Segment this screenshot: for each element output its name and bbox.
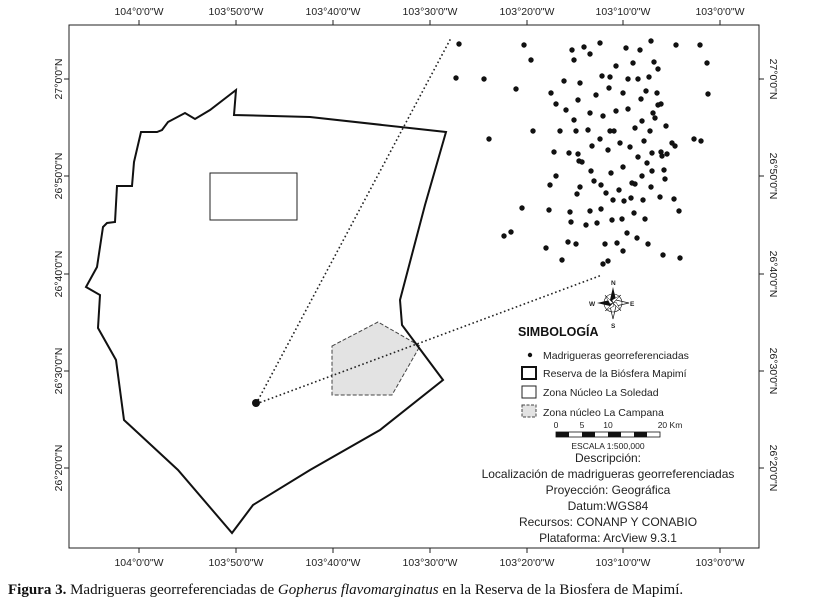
scale-bar <box>554 420 683 451</box>
burrow-point <box>663 123 668 128</box>
lat-label-left: 26°30'0"N <box>53 347 65 395</box>
caption-label: Figura 3. <box>8 582 67 598</box>
compass-s: S <box>611 323 616 330</box>
caption-text: Madrigueras georreferenciadas de <box>66 582 278 598</box>
burrow-point <box>519 205 524 210</box>
burrow-point <box>625 76 630 81</box>
burrow-point <box>652 115 657 120</box>
compass-w: W <box>589 301 596 308</box>
burrow-point <box>567 209 572 214</box>
legend-reserve-icon <box>522 367 536 379</box>
burrow-point <box>676 208 681 213</box>
burrow-point <box>614 240 619 245</box>
burrow-point <box>620 248 625 253</box>
burrow-point <box>587 208 592 213</box>
compass-n: N <box>611 280 616 287</box>
burrow-point <box>577 80 582 85</box>
burrow-point <box>566 150 571 155</box>
burrow-point <box>563 107 568 112</box>
lon-label-top: 103°50'0"W <box>208 6 264 18</box>
burrow-point <box>602 241 607 246</box>
burrow-point <box>600 261 605 266</box>
burrow-point <box>593 92 598 97</box>
burrow-point <box>597 40 602 45</box>
burrow-point <box>575 97 580 102</box>
burrow-point <box>648 38 653 43</box>
burrow-point <box>620 164 625 169</box>
lon-label-bottom: 103°20'0"W <box>499 557 555 569</box>
burrow-point <box>569 47 574 52</box>
burrow-point <box>521 42 526 47</box>
burrow-point <box>643 88 648 93</box>
lon-label-top: 103°10'0"W <box>595 6 651 18</box>
burrow-point <box>548 90 553 95</box>
scale-tick-label: 5 <box>579 420 585 430</box>
burrow-point <box>616 187 621 192</box>
legend-item-label: Madrigueras georreferenciadas <box>543 350 689 362</box>
caption-text-end: en la Reserva de la Biosfera de Mapimí. <box>438 582 684 598</box>
burrow-point <box>546 207 551 212</box>
burrow-point <box>649 150 654 155</box>
inset-leader-line <box>256 275 602 404</box>
burrow-points <box>453 38 710 266</box>
burrow-point <box>661 167 666 172</box>
burrow-point <box>559 257 564 262</box>
lon-label-bottom: 103°10'0"W <box>595 557 651 569</box>
scale-tick-label: 0 <box>553 420 559 430</box>
burrow-point <box>621 198 626 203</box>
burrow-point <box>603 190 608 195</box>
burrow-point <box>642 216 647 221</box>
burrow-point <box>647 128 652 133</box>
burrow-point <box>704 60 709 65</box>
compass-rose-icon <box>589 280 635 330</box>
caption-species: Gopherus flavomarginatus <box>277 582 439 598</box>
burrow-point <box>640 197 645 202</box>
legend-soledad-icon <box>522 386 536 398</box>
burrow-point <box>583 222 588 227</box>
lon-label-top: 103°40'0"W <box>305 6 361 18</box>
burrow-point <box>600 113 605 118</box>
burrow-point <box>571 117 576 122</box>
burrow-point <box>613 63 618 68</box>
burrow-point <box>565 239 570 244</box>
burrow-point <box>644 160 649 165</box>
burrow-point <box>551 149 556 154</box>
burrow-point <box>594 220 599 225</box>
burrow-point <box>607 74 612 79</box>
burrow-point <box>630 60 635 65</box>
lon-label-bottom: 103°40'0"W <box>305 557 361 569</box>
burrow-point <box>635 154 640 159</box>
burrow-point <box>606 85 611 90</box>
burrow-point <box>571 57 576 62</box>
scale-tick-label: 10 <box>603 420 613 430</box>
burrow-point <box>646 74 651 79</box>
burrow-point <box>553 101 558 106</box>
burrow-point <box>574 191 579 196</box>
burrow-point <box>705 91 710 96</box>
lat-label-right: 26°20'0"N <box>767 444 779 492</box>
burrow-point <box>659 153 664 158</box>
compass-e: E <box>630 301 635 308</box>
lat-label-left: 27°0'0"N <box>53 58 65 100</box>
burrow-point <box>623 45 628 50</box>
lat-label-right: 26°40'0"N <box>767 250 779 298</box>
burrow-point <box>632 181 637 186</box>
burrow-point <box>634 235 639 240</box>
burrow-point <box>610 197 615 202</box>
lon-label-top: 104°0'0"W <box>114 6 164 18</box>
burrow-point <box>528 57 533 62</box>
lat-label-right: 26°50'0"N <box>767 152 779 200</box>
burrow-point <box>598 206 603 211</box>
burrow-point <box>613 108 618 113</box>
legend-dot-icon <box>528 353 532 357</box>
burrow-point <box>585 127 590 132</box>
burrow-point <box>598 182 603 187</box>
burrow-point <box>662 176 667 181</box>
lon-label-bottom: 103°0'0"W <box>695 557 745 569</box>
burrow-point <box>508 229 513 234</box>
burrow-point <box>654 90 659 95</box>
burrow-point <box>605 147 610 152</box>
burrow-point <box>641 138 646 143</box>
burrow-point <box>577 184 582 189</box>
burrow-point <box>625 106 630 111</box>
burrow-point <box>561 78 566 83</box>
burrow-point <box>513 86 518 91</box>
description-line: Localización de madrigueras georreferenciadas <box>481 467 735 481</box>
burrow-point <box>547 182 552 187</box>
scale-tick-label: 20 Km <box>657 420 683 430</box>
burrow-point <box>588 168 593 173</box>
burrow-point <box>697 42 702 47</box>
burrow-point <box>557 128 562 133</box>
burrow-point <box>658 101 663 106</box>
burrow-point <box>579 159 584 164</box>
legend-title: SIMBOLOGÍA <box>518 325 599 339</box>
description-line: Datum:WGS84 <box>567 499 649 513</box>
burrow-point <box>619 216 624 221</box>
burrow-point <box>530 128 535 133</box>
burrow-point <box>645 241 650 246</box>
legend-campana-icon <box>522 405 536 417</box>
burrow-point <box>664 151 669 156</box>
burrow-point <box>671 196 676 201</box>
description-heading: Descripción: <box>574 451 642 465</box>
burrow-point <box>660 252 665 257</box>
burrow-point <box>617 140 622 145</box>
lon-label-top: 103°30'0"W <box>402 6 458 18</box>
burrow-point <box>698 138 703 143</box>
burrow-point <box>608 170 613 175</box>
lat-label-right: 27°0'0"N <box>767 58 779 100</box>
burrow-point <box>597 136 602 141</box>
lon-label-bottom: 104°0'0"W <box>114 557 164 569</box>
burrow-point <box>573 241 578 246</box>
burrow-point <box>456 41 461 46</box>
lat-label-left: 26°40'0"N <box>53 250 65 298</box>
lon-label-bottom: 103°30'0"W <box>402 557 458 569</box>
burrow-point <box>691 136 696 141</box>
legend-item-label: Zona núcleo La Campana <box>543 407 664 419</box>
burrow-point <box>543 245 548 250</box>
burrow-point <box>651 59 656 64</box>
lat-label-left: 26°20'0"N <box>53 444 65 492</box>
legend-item-label: Reserva de la Biósfera Mapimí <box>543 368 687 380</box>
burrow-point <box>624 230 629 235</box>
burrow-point <box>575 151 580 156</box>
burrow-point <box>627 144 632 149</box>
lat-label-left: 26°50'0"N <box>53 152 65 200</box>
description-line: Recursos: CONANP Y CONABIO <box>518 515 698 529</box>
burrow-point <box>599 73 604 78</box>
lon-label-top: 103°20'0"W <box>499 6 555 18</box>
burrow-point <box>501 233 506 238</box>
burrow-point <box>639 118 644 123</box>
burrow-point <box>589 143 594 148</box>
burrow-point <box>573 128 578 133</box>
description-line: Proyección: Geográfica <box>545 483 671 497</box>
burrow-point <box>587 110 592 115</box>
burrow-point <box>628 195 633 200</box>
burrow-point <box>611 128 616 133</box>
burrow-point <box>568 219 573 224</box>
burrow-point <box>657 194 662 199</box>
burrow-point <box>453 75 458 80</box>
burrow-point <box>649 168 654 173</box>
figure-caption <box>8 582 823 599</box>
burrow-point <box>620 90 625 95</box>
burrow-point <box>673 42 678 47</box>
la-soledad-zone <box>210 173 297 220</box>
burrow-point <box>553 173 558 178</box>
scale-label: ESCALA 1:500,000 <box>571 441 645 451</box>
lon-label-bottom: 103°50'0"W <box>208 557 264 569</box>
reserve-boundary <box>86 90 446 533</box>
burrow-point <box>637 47 642 52</box>
burrow-point <box>648 184 653 189</box>
burrow-point <box>609 217 614 222</box>
burrow-point <box>605 258 610 263</box>
burrow-point <box>486 136 491 141</box>
burrow-cluster-marker <box>252 399 260 407</box>
burrow-point <box>591 178 596 183</box>
burrow-point <box>638 96 643 101</box>
burrow-point <box>635 76 640 81</box>
burrow-point <box>639 173 644 178</box>
burrow-point <box>632 125 637 130</box>
burrow-point <box>677 255 682 260</box>
burrow-point <box>650 110 655 115</box>
lat-label-right: 26°30'0"N <box>767 347 779 395</box>
legend-item-label: Zona Núcleo La Soledad <box>543 387 659 399</box>
burrow-point <box>587 51 592 56</box>
lon-label-top: 103°0'0"W <box>695 6 745 18</box>
burrow-point <box>631 210 636 215</box>
burrow-point <box>481 76 486 81</box>
burrow-point <box>672 143 677 148</box>
burrow-point <box>581 44 586 49</box>
description-line: Plataforma: ArcView 9.3.1 <box>539 531 677 545</box>
burrow-point <box>655 66 660 71</box>
